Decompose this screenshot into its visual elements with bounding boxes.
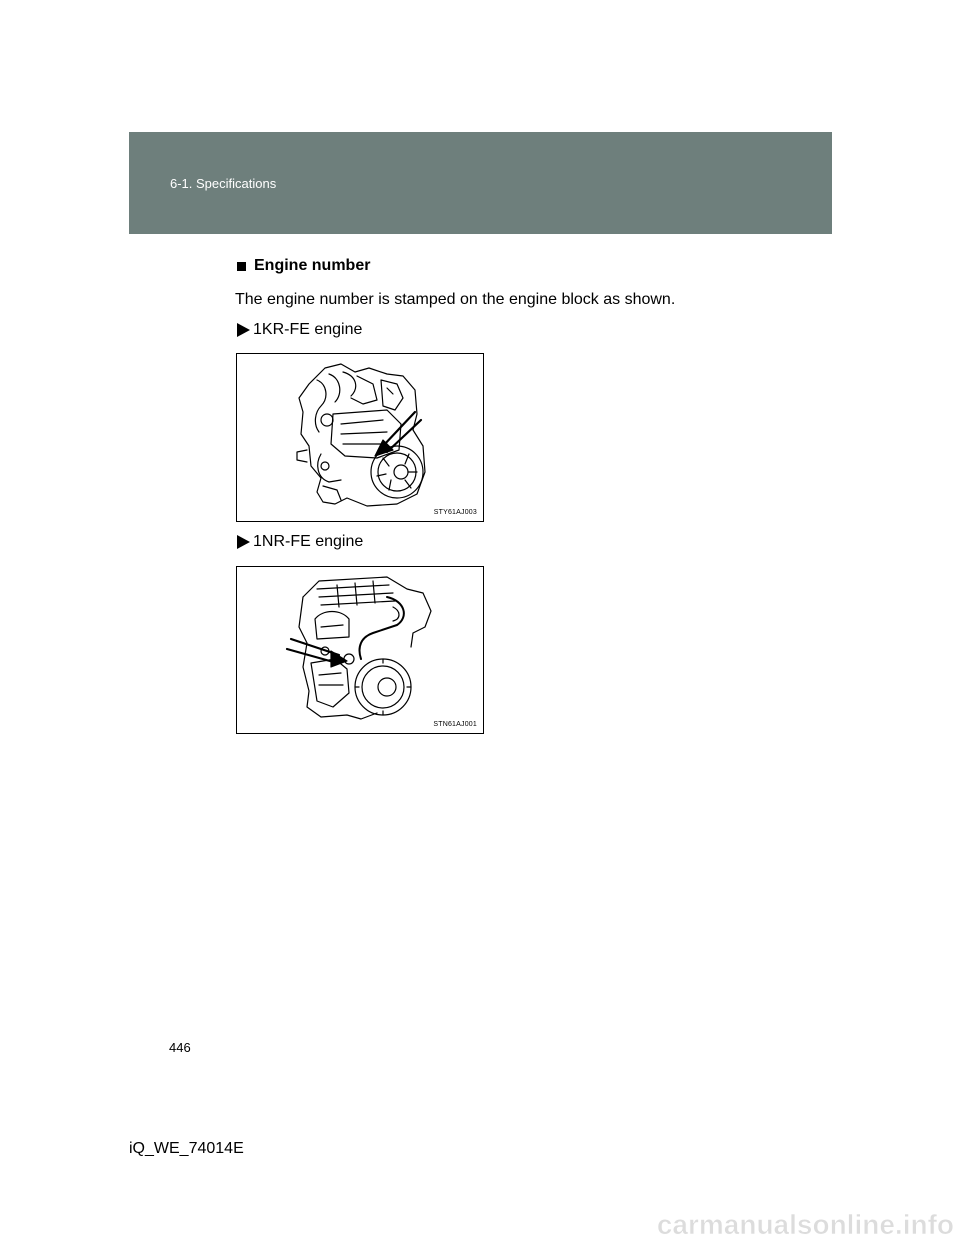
engine-illustration-1nr [236,566,484,734]
variant-label-1kr [237,321,362,339]
figure-code: STY61AJ003 [433,509,477,516]
section-title: 6-1. Specifications [170,176,277,191]
figure-code: STN61AJ001 [433,721,477,728]
triangle-bullet-icon [237,535,250,549]
triangle-bullet-icon [237,323,250,337]
document-code: iQ_WE_74014E [129,1140,244,1157]
variant-label-1nr [237,533,363,551]
heading-text: Engine number [254,257,371,274]
variant-label-text: 1NR-FE engine [253,533,364,550]
square-bullet-icon [237,262,246,271]
description-text: The engine number is stamped on the engine block as shown. [235,291,676,308]
engine-number-heading [237,257,370,275]
section-header-band [129,132,832,234]
watermark-text: carmanualsonline.info [656,1210,954,1238]
page-number: 446 [169,1040,191,1055]
engine-1nr-drawing [237,567,483,733]
engine-illustration-1kr [236,353,484,522]
watermark-logo [519,1210,955,1238]
engine-1kr-drawing [237,354,483,521]
variant-label-text: 1KR-FE engine [253,321,363,338]
